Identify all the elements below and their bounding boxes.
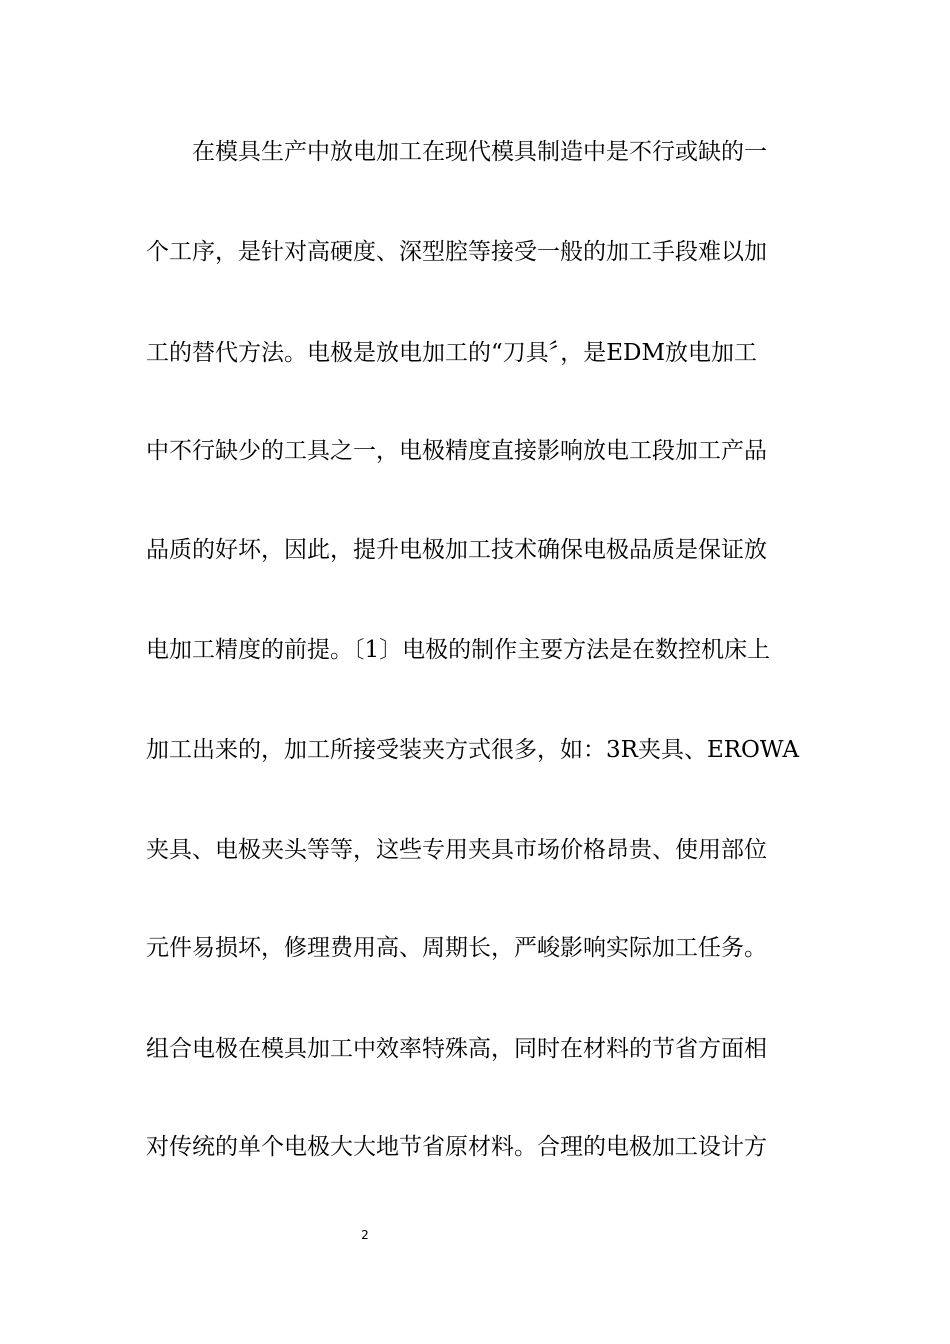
paragraph-line: 电加工精度的前提。〔1〕电极的制作主要方法是在数控机床上 — [146, 637, 771, 663]
paragraph-line: 中不行缺少的工具之一，电极精度直接影响放电工段加工产品 — [146, 438, 767, 464]
paragraph-line: 对传统的单个电极大大地节省原材料。合理的电极加工设计方 — [146, 1134, 767, 1160]
paragraph-line: 夹具、电极夹头等等，这些专用夹具市场价格昂贵、使用部位 — [146, 837, 767, 863]
paragraph-line: 元件易损坏，修理费用高、周期长，严峻影响实际加工任务。 — [146, 935, 767, 961]
paragraph-line: 加工出来的，加工所接受装夹方式很多，如：3R夹具、EROWA — [146, 737, 800, 763]
page-number: 2 — [361, 1228, 369, 1242]
paragraph-line: 组合电极在模具加工中效率特殊高，同时在材料的节省方面相 — [146, 1036, 767, 1062]
paragraph-line: 工的替代方法。电极是放电加工的“刀具〞，是EDM放电加工 — [146, 340, 758, 366]
paragraph-line: 个工序，是针对高硬度、深型腔等接受一般的加工手段难以加 — [146, 239, 767, 265]
paragraph-line: 品质的好坏，因此，提升电极加工技术确保电极品质是保证放 — [146, 537, 767, 563]
paragraph-line: 在模具生产中放电加工在现代模具制造中是不行或缺的一 — [146, 139, 767, 165]
